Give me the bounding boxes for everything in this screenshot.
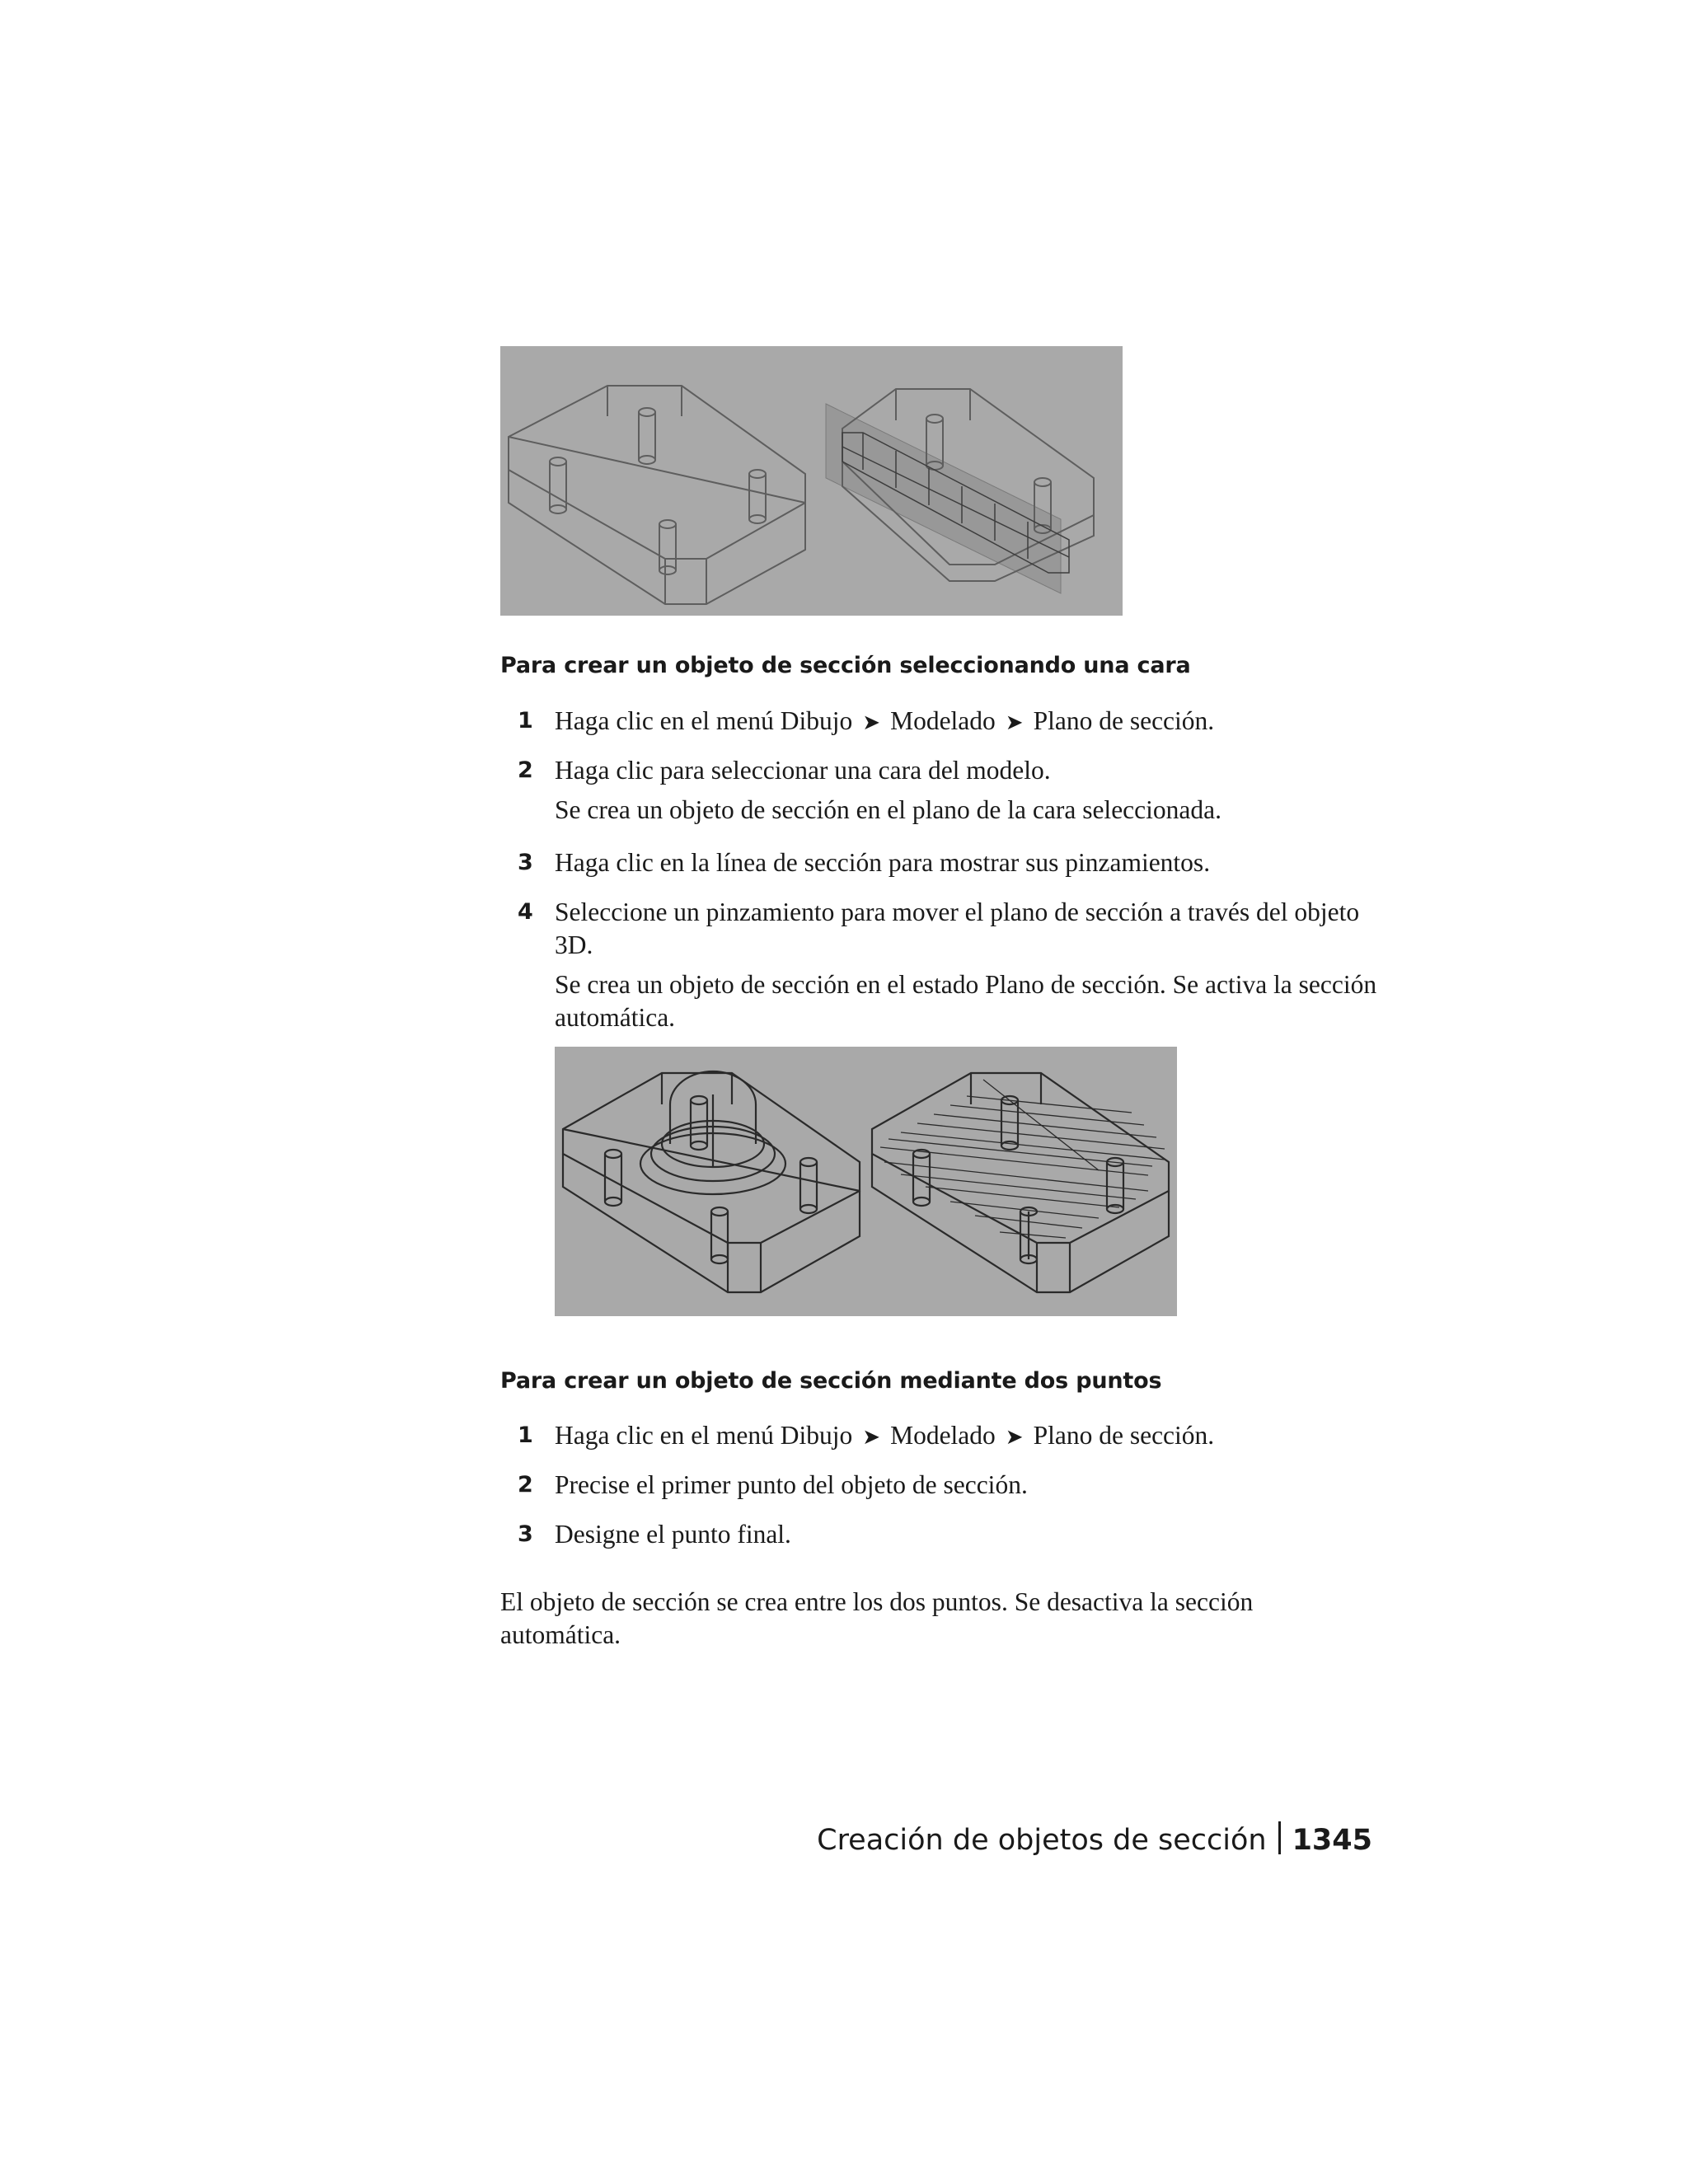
step-text: Precise el primer punto del objeto de sección. [555,1470,1028,1499]
section-heading-two-points: Para crear un objeto de sección mediante dos puntos [500,1368,1162,1394]
menu-path-item: Plano de sección. [1033,1421,1215,1450]
step-text: Designe el punto final. [555,1520,791,1549]
menu-arrow-icon: ➤ [862,710,881,735]
figure-section-plane-models [500,346,1123,616]
step-text: Seleccione un pinzamiento para mover el plano de sección a través del objeto 3D. [555,898,1360,959]
menu-path-item: Modelado [890,706,996,735]
step-text: Haga clic para seleccionar una cara del modelo. [555,756,1051,785]
menu-path-item: Haga clic en el menú Dibujo [555,1421,853,1450]
footer-separator [1278,1821,1281,1854]
wireframe-illustration [500,346,1123,616]
page-footer [817,1821,1372,1857]
step-text: Haga clic en la línea de sección para mostrar sus pinzamientos. [555,848,1211,877]
step-result: Se crea un objeto de sección en el estado Plano de sección. Se activa la sección automática. [555,970,1377,1032]
step-result: Se crea un objeto de sección en el plano de la cara seleccionada. [555,795,1221,824]
step-number: 3 [518,1521,533,1547]
step-number: 3 [518,850,533,875]
step-number: 2 [518,1472,533,1497]
step-number: 1 [518,1422,533,1448]
footer-title: Creación de objetos de sección [817,1824,1267,1857]
menu-path-item: Haga clic en el menú Dibujo [555,706,853,735]
menu-arrow-icon: ➤ [862,1425,881,1450]
step-number: 4 [518,899,533,925]
step-number: 2 [518,757,533,783]
figure-live-section-models [555,1047,1177,1316]
closing-paragraph: El objeto de sección se crea entre los dos puntos. Se desactiva la sección automática. [500,1587,1254,1649]
section-heading-face: Para crear un objeto de sección seleccionando una cara [500,653,1191,678]
step-number: 1 [518,708,533,733]
page-number: 1345 [1292,1824,1372,1857]
menu-path-item: Modelado [890,1421,996,1450]
wireframe-illustration [555,1047,1177,1316]
menu-arrow-icon: ➤ [1005,710,1024,735]
menu-path-item: Plano de sección. [1033,706,1215,735]
menu-arrow-icon: ➤ [1005,1425,1024,1450]
